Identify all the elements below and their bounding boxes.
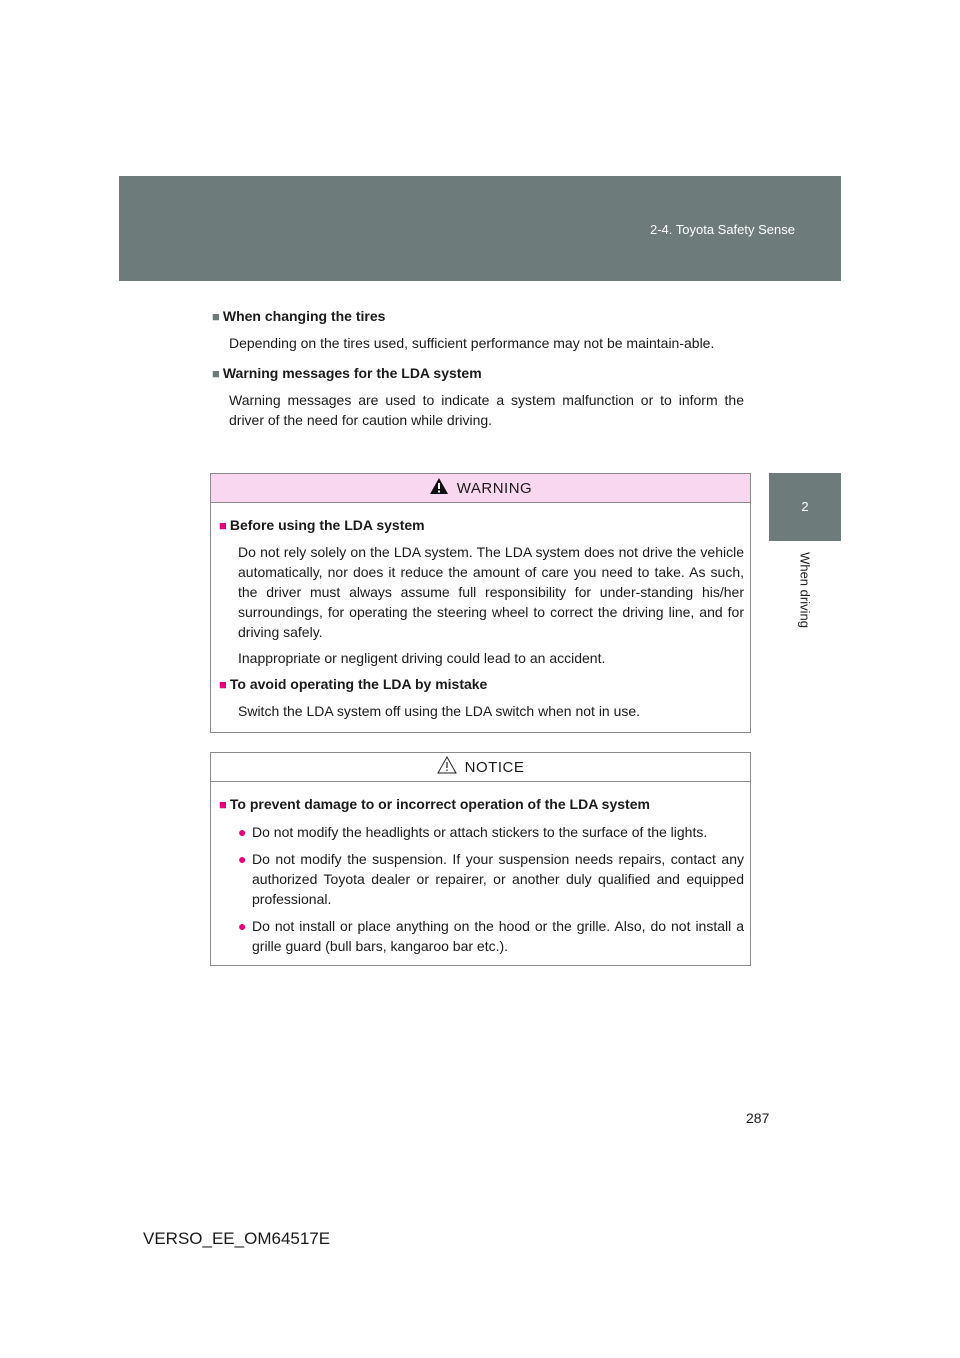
section-title: 2-4. Toyota Safety Sense <box>649 222 795 237</box>
notice-box <box>210 752 751 966</box>
notice-body <box>211 782 750 956</box>
warning-paragraph: Inappropriate or negligent driving could lead to an accident. <box>238 650 606 666</box>
intro-text: Warning messages are used to indicate a system malfunction or to inform the driver of the need for caution while driving. <box>229 392 744 428</box>
chapter-tab <box>769 473 841 541</box>
notice-bullet-text: Do not modify the headlights or attach stickers to the surface of the lights. <box>252 824 708 840</box>
intro-block <box>212 363 744 430</box>
notice-heading: To prevent damage to or incorrect operation of the LDA system <box>229 796 650 812</box>
notice-bullet-text: Do not install or place anything on the hood or the grille. Also, do not install a grille guard (bull bars, kangaroo bar etc.). <box>252 918 744 954</box>
square-bullet-icon: ■ <box>219 518 227 533</box>
notice-bullet-text: Do not modify the suspension. If your suspension needs repairs, contact any authorized Toyota dealer or repairer, or another duly qualified and equipped professional. <box>252 851 744 907</box>
warning-box <box>210 473 751 733</box>
intro-heading: Warning messages for the LDA system <box>222 365 482 381</box>
circle-bullet-icon: ● <box>238 918 247 934</box>
square-bullet-icon: ■ <box>219 677 227 692</box>
warning-heading: Before using the LDA system <box>229 517 425 533</box>
warning-heading: To avoid operating the LDA by mistake <box>229 676 488 692</box>
intro-block <box>212 306 744 353</box>
document-code: VERSO_EE_OM64517E <box>143 1229 331 1248</box>
intro-heading: When changing the tires <box>222 308 386 324</box>
square-bullet-icon: ■ <box>212 309 220 324</box>
warning-paragraph: Switch the LDA system off using the LDA switch when not in use. <box>238 703 641 719</box>
square-bullet-icon: ■ <box>212 366 220 381</box>
square-bullet-icon: ■ <box>219 797 227 812</box>
warning-triangle-icon <box>429 477 449 499</box>
intro-text: Depending on the tires used, sufficient performance may not be maintain-able. <box>229 335 715 351</box>
header-band <box>119 176 841 281</box>
warning-title: WARNING <box>456 479 533 497</box>
warning-body <box>211 503 750 721</box>
notice-header <box>211 753 750 782</box>
intro-content <box>212 306 744 440</box>
warning-header <box>211 474 750 503</box>
chapter-number: 2 <box>801 499 809 514</box>
page-number: 287 <box>746 1110 770 1126</box>
warning-paragraph: Do not rely solely on the LDA system. The LDA system does not drive the vehicle automatically, nor does it reduce the amount of care you need to take. As such, the driver must always assume full responsibility for under-standing his/her surroundings, for operating the steering wheel to correct the driving line, and for driving safely. <box>238 544 744 640</box>
circle-bullet-icon: ● <box>238 824 247 840</box>
notice-title: NOTICE <box>464 758 525 776</box>
notice-bullet <box>238 916 744 956</box>
notice-triangle-icon <box>437 756 457 778</box>
chapter-label: When driving <box>797 552 813 628</box>
circle-bullet-icon: ● <box>238 851 247 867</box>
notice-bullet <box>238 822 744 842</box>
notice-bullet <box>238 849 744 909</box>
